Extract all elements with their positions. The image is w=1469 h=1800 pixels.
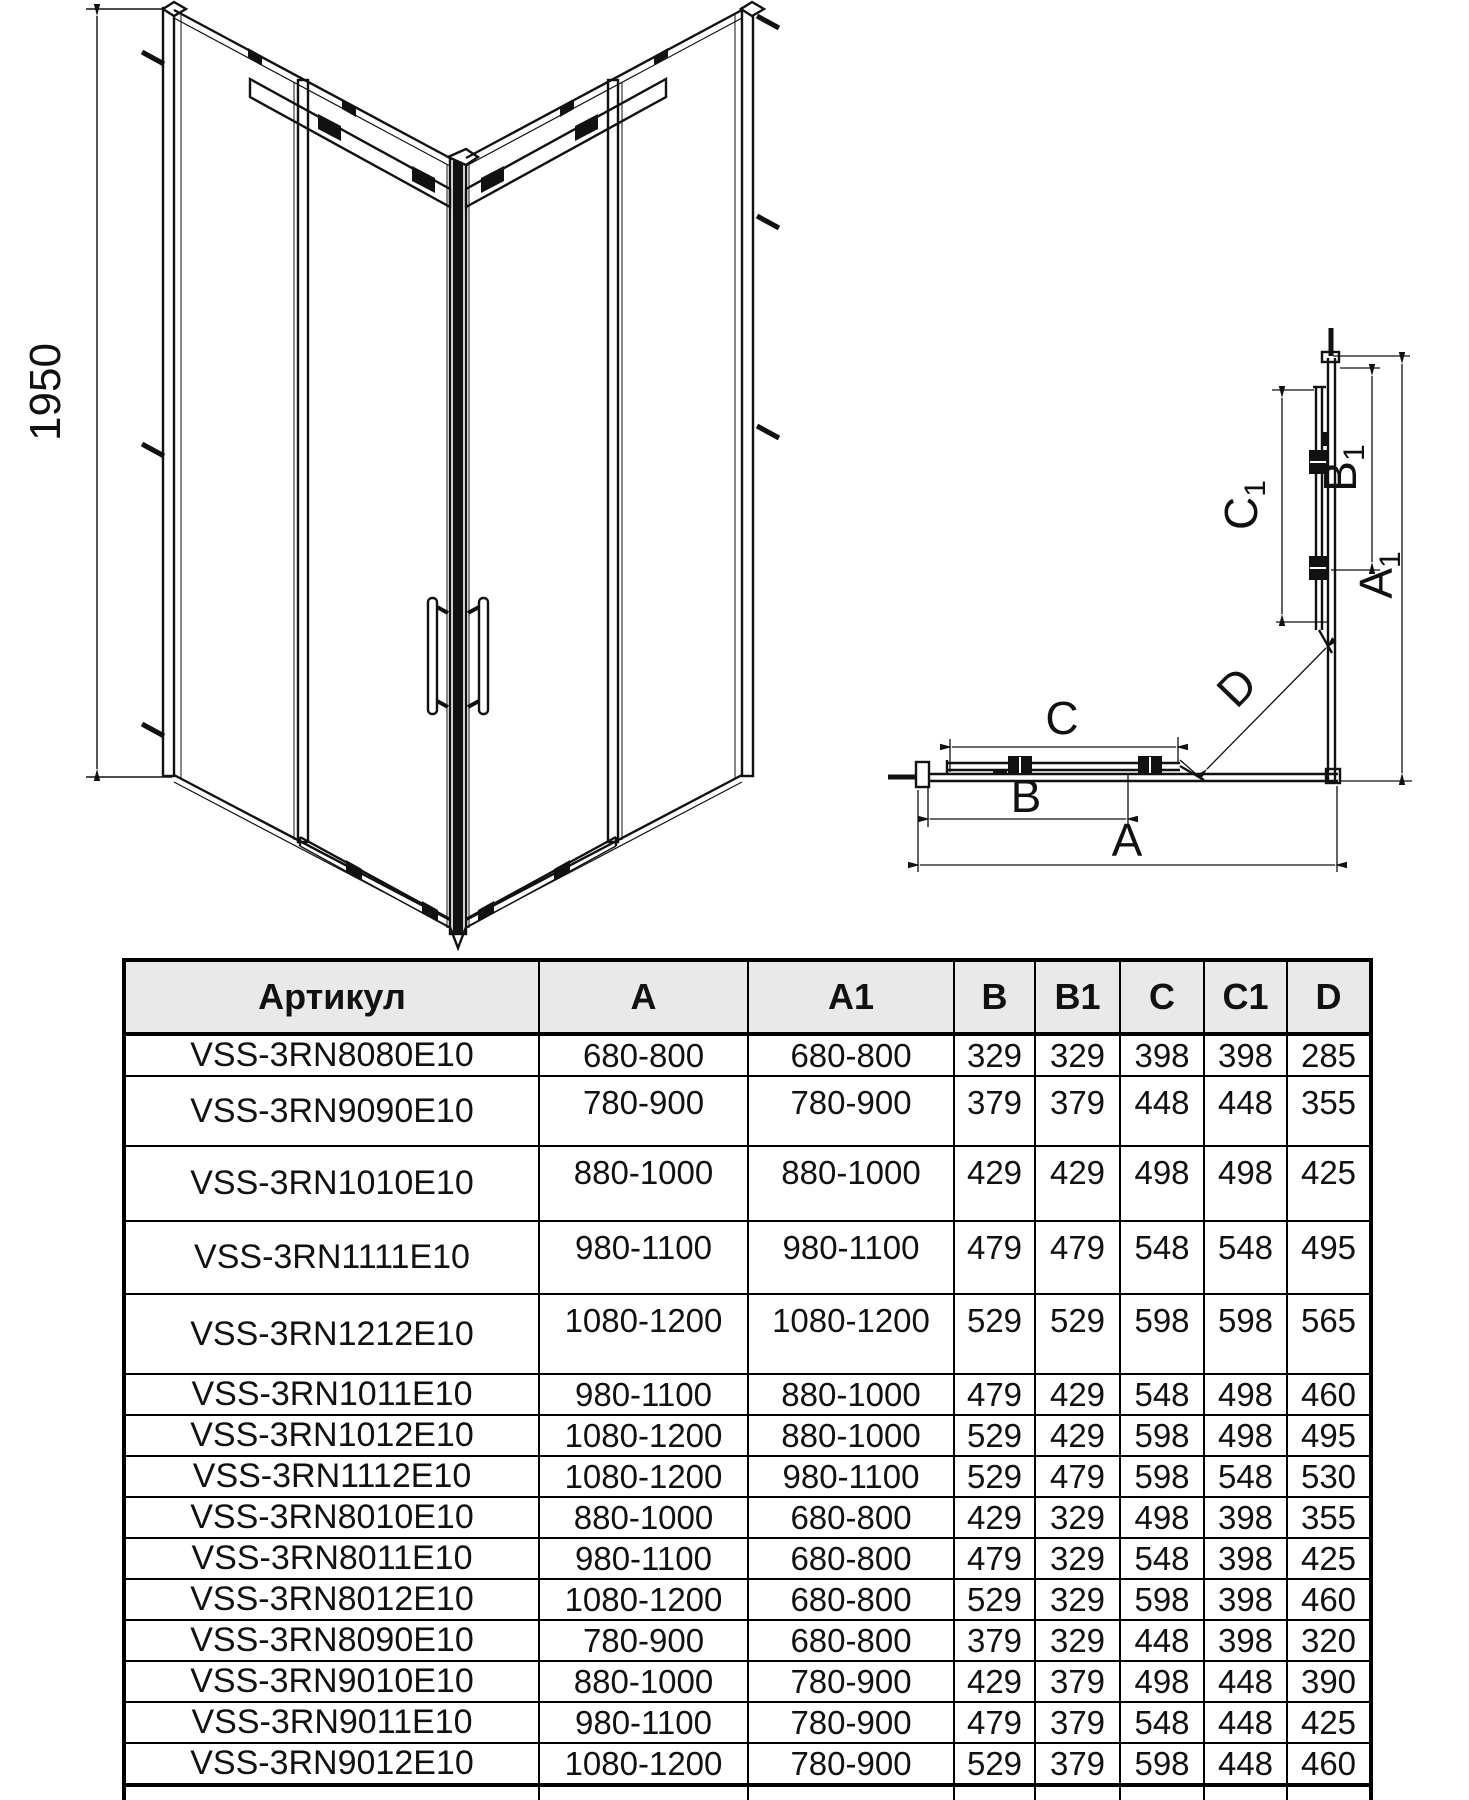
value-cell: 448 [1204,1661,1287,1702]
column-header: A1 [748,960,954,1034]
value-cell: 329 [1035,1497,1120,1538]
value-cell: 548 [1120,1538,1204,1579]
value-cell: 479 [1035,1221,1120,1294]
value-cell: 680-800 [748,1579,954,1620]
empty-cell [539,1785,748,1800]
value-cell: 498 [1120,1661,1204,1702]
value-cell: 448 [1204,1702,1287,1743]
article-cell: VSS-3RN1012E10 [124,1415,539,1456]
value-cell: 980-1100 [539,1221,748,1294]
table-row [124,1661,1371,1702]
value-cell: 379 [954,1620,1035,1661]
empty-cell [748,1785,954,1800]
value-cell: 479 [954,1538,1035,1579]
value-cell: 379 [1035,1076,1120,1146]
article-cell: VSS-3RN8010E10 [124,1497,539,1538]
front-isometric-drawing [0,0,820,958]
table-row [124,1620,1371,1661]
value-cell: 498 [1204,1415,1287,1456]
value-cell: 598 [1120,1743,1204,1785]
value-cell: 448 [1204,1743,1287,1785]
spec-table-wrap [122,958,1373,1800]
column-header: D [1287,960,1371,1034]
table-row [124,1579,1371,1620]
value-cell: 780-900 [748,1702,954,1743]
value-cell: 529 [1035,1294,1120,1374]
value-cell: 429 [954,1146,1035,1221]
value-cell: 355 [1287,1076,1371,1146]
value-cell: 880-1000 [539,1661,748,1702]
spec-table [122,958,1373,1800]
article-cell: VSS-3RN9090E10 [124,1076,539,1146]
plan-label-d: D [1206,656,1267,717]
table-row [124,1456,1371,1497]
value-cell: 429 [1035,1415,1120,1456]
value-cell: 980-1100 [539,1538,748,1579]
value-cell: 329 [1035,1034,1120,1076]
empty-cell [954,1785,1035,1800]
value-cell: 398 [1120,1034,1204,1076]
value-cell: 1080-1200 [539,1415,748,1456]
value-cell: 529 [954,1579,1035,1620]
empty-cell [1035,1785,1120,1800]
value-cell: 398 [1204,1497,1287,1538]
column-header: B [954,960,1035,1034]
value-cell: 448 [1120,1620,1204,1661]
table-row [124,1538,1371,1579]
table-row [124,1374,1371,1415]
article-cell: VSS-3RN8090E10 [124,1620,539,1661]
value-cell: 329 [1035,1620,1120,1661]
value-cell: 680-800 [748,1538,954,1579]
value-cell: 448 [1120,1076,1204,1146]
empty-cell [1204,1785,1287,1800]
value-cell: 329 [1035,1579,1120,1620]
empty-cell [1287,1785,1371,1800]
article-cell: VSS-3RN9012E10 [124,1743,539,1785]
value-cell: 780-900 [539,1620,748,1661]
plan-profiles [888,328,1340,787]
value-cell: 495 [1287,1221,1371,1294]
value-cell: 429 [1035,1374,1120,1415]
value-cell: 780-900 [748,1743,954,1785]
empty-cell [1120,1785,1204,1800]
value-cell: 530 [1287,1456,1371,1497]
article-cell: VSS-3RN9010E10 [124,1661,539,1702]
table-row [124,1146,1371,1221]
value-cell: 980-1100 [748,1221,954,1294]
value-cell: 1080-1200 [539,1456,748,1497]
value-cell: 548 [1120,1702,1204,1743]
value-cell: 1080-1200 [539,1743,748,1785]
enclosure-frame [163,2,764,948]
value-cell: 880-1000 [748,1374,954,1415]
value-cell: 479 [954,1221,1035,1294]
article-cell: VSS-3RN9011E10 [124,1702,539,1743]
value-cell: 398 [1204,1620,1287,1661]
table-row [124,1221,1371,1294]
value-cell: 529 [954,1294,1035,1374]
value-cell: 390 [1287,1661,1371,1702]
value-cell: 548 [1120,1374,1204,1415]
table-header-row [124,960,1371,1034]
value-cell: 398 [1204,1579,1287,1620]
value-cell: 1080-1200 [539,1579,748,1620]
value-cell: 379 [1035,1702,1120,1743]
value-cell: 398 [1204,1034,1287,1076]
value-cell: 980-1100 [539,1374,748,1415]
value-cell: 598 [1120,1456,1204,1497]
table-row [124,1294,1371,1374]
article-cell: VSS-3RN8012E10 [124,1579,539,1620]
value-cell: 548 [1204,1456,1287,1497]
plan-label-a: A [1111,814,1143,866]
value-cell: 425 [1287,1538,1371,1579]
table-row [124,1702,1371,1743]
article-cell: VSS-3RN1010E10 [124,1146,539,1221]
value-cell: 460 [1287,1743,1371,1785]
value-cell: 429 [954,1497,1035,1538]
value-cell: 980-1100 [539,1702,748,1743]
value-cell: 495 [1287,1415,1371,1456]
value-cell: 429 [1035,1146,1120,1221]
value-cell: 780-900 [748,1661,954,1702]
value-cell: 880-1000 [748,1146,954,1221]
plan-label-a1: A1 [1350,551,1407,599]
article-cell: VSS-3RN1212E10 [124,1294,539,1374]
value-cell: 680-800 [748,1034,954,1076]
value-cell: 598 [1204,1294,1287,1374]
value-cell: 680-800 [539,1034,748,1076]
column-header: B1 [1035,960,1120,1034]
table-row [124,1743,1371,1785]
article-cell: VSS-3RN8011E10 [124,1538,539,1579]
height-dimension-label: 1950 [21,343,70,441]
value-cell: 680-800 [748,1620,954,1661]
value-cell: 479 [954,1702,1035,1743]
article-cell: VSS-3RN1111E10 [124,1221,539,1294]
plan-label-b: B [1010,770,1042,822]
value-cell: 425 [1287,1146,1371,1221]
value-cell: 880-1000 [539,1146,748,1221]
value-cell: 529 [954,1743,1035,1785]
value-cell: 780-900 [748,1076,954,1146]
plan-label-c1: C1 [1215,480,1272,530]
column-header: C1 [1204,960,1287,1034]
value-cell: 498 [1120,1497,1204,1538]
plan-dimensions [918,356,1412,872]
value-cell: 498 [1204,1374,1287,1415]
value-cell: 398 [1204,1538,1287,1579]
column-header: A [539,960,748,1034]
value-cell: 379 [1035,1743,1120,1785]
plan-clamps [993,432,1327,775]
value-cell: 780-900 [539,1076,748,1146]
table-row [124,1034,1371,1076]
table-row [124,1076,1371,1146]
value-cell: 379 [954,1076,1035,1146]
height-dimension [86,9,172,777]
plan-label-b1: B1 [1314,444,1371,492]
article-cell: VSS-3RN1112E10 [124,1456,539,1497]
value-cell: 460 [1287,1374,1371,1415]
article-cell: VSS-3RN8080E10 [124,1034,539,1076]
value-cell: 460 [1287,1579,1371,1620]
value-cell: 1080-1200 [539,1294,748,1374]
value-cell: 598 [1120,1579,1204,1620]
plan-label-c: C [1045,692,1079,744]
column-header: C [1120,960,1204,1034]
column-header: Артикул [124,960,539,1034]
value-cell: 548 [1120,1221,1204,1294]
value-cell: 429 [954,1661,1035,1702]
value-cell: 880-1000 [539,1497,748,1538]
value-cell: 880-1000 [748,1415,954,1456]
value-cell: 479 [1035,1456,1120,1497]
value-cell: 980-1100 [748,1456,954,1497]
plan-view-drawing [850,260,1469,900]
table-row [124,1497,1371,1538]
article-cell: VSS-3RN1011E10 [124,1374,539,1415]
value-cell: 529 [954,1415,1035,1456]
value-cell: 285 [1287,1034,1371,1076]
value-cell: 598 [1120,1294,1204,1374]
value-cell: 320 [1287,1620,1371,1661]
value-cell: 548 [1204,1221,1287,1294]
value-cell: 529 [954,1456,1035,1497]
value-cell: 329 [954,1034,1035,1076]
table-row [124,1415,1371,1456]
value-cell: 379 [1035,1661,1120,1702]
empty-cell [124,1785,539,1800]
value-cell: 448 [1204,1076,1287,1146]
value-cell: 598 [1120,1415,1204,1456]
value-cell: 425 [1287,1702,1371,1743]
ghost-row [124,1785,1371,1800]
value-cell: 680-800 [748,1497,954,1538]
value-cell: 1080-1200 [748,1294,954,1374]
value-cell: 355 [1287,1497,1371,1538]
value-cell: 498 [1204,1146,1287,1221]
value-cell: 565 [1287,1294,1371,1374]
value-cell: 479 [954,1374,1035,1415]
value-cell: 498 [1120,1146,1204,1221]
value-cell: 329 [1035,1538,1120,1579]
